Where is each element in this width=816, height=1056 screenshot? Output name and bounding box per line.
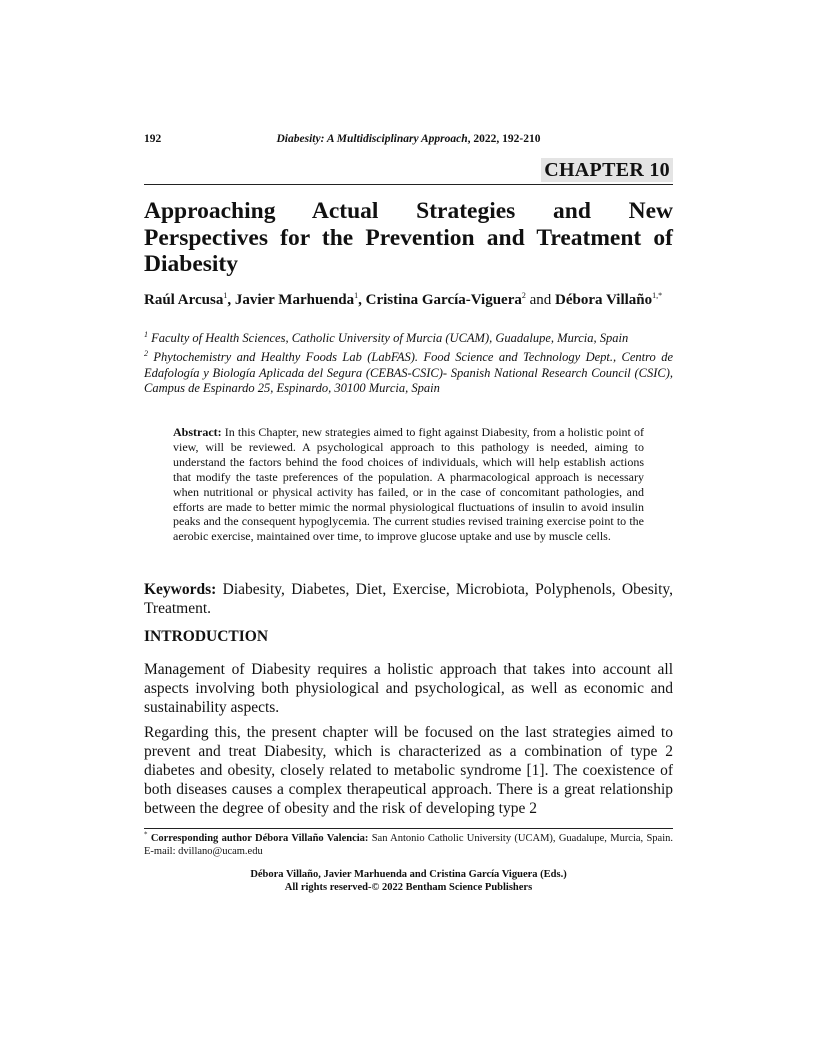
affiliation <box>144 331 673 347</box>
author-affiliation-mark: 1,* <box>652 291 663 300</box>
abstract <box>173 425 644 544</box>
affiliation-text: Phytochemistry and Healthy Foods Lab (LabFAS). Food Science and Technology Dept., Centro de Edafología y Biología Aplicada del Segura (CEBAS-CSIC)- Spanish National Research Council (CSIC), Campus de Espinardo 25, Espinardo, 30100 Murcia, Spain <box>144 350 674 395</box>
keywords <box>144 580 673 618</box>
footnote-mark: * <box>144 830 148 839</box>
journal-citation <box>144 133 673 145</box>
author-affiliation-mark: 1 <box>354 291 359 300</box>
body-paragraph: Management of Diabesity requires a holistic approach that takes into account all aspects involving both physiological and psychological, as well as economic and sustainability aspects. <box>144 661 673 716</box>
keywords-text: Diabesity, Diabetes, Diet, Exercise, Microbiota, Polyphenols, Obesity, Treatment. <box>144 581 673 617</box>
publisher-info <box>144 868 673 894</box>
author-separator: , <box>227 292 235 308</box>
chapter-title: Approaching Actual Strategies and New Perspectives for the Prevention and Treatment of Diabesity <box>144 198 673 277</box>
author-name: Cristina García-Viguera <box>365 292 522 308</box>
chapter-rule <box>144 158 673 185</box>
abstract-text: In this Chapter, new strategies aimed to fight against Diabesity, from a holistic point of view, will be reviewed. A psychological approach to this pathology is needed, aiming to understand the factors behind the food choices of individuals, which will help establish actions that modify the taste preferences of the population. A pharmacological approach is necessary when nutritional or physical activity has failed, or in the case of concomitant pathologies, and efforts are made to better mimic the normal physiological fluctuations of insulin to avoid insulin peaks and the consequent hypoglycemia. The current studies revised training exercise point to the aerobic exercise, maintained over time, to improve glucose uptake and use by muscle cells. <box>173 425 644 544</box>
author-separator: , <box>358 292 366 308</box>
affiliation-mark: 1 <box>144 329 148 339</box>
author-name: Javier Marhuenda <box>234 292 355 308</box>
author-affiliation-mark: 1 <box>223 291 228 300</box>
footnote-text: San Antonio Catholic University (UCAM), Guadalupe, Murcia, Spain. E-mail: dvillano@ucam.edu <box>144 833 674 857</box>
chapter-label: CHAPTER 10 <box>541 158 673 182</box>
author-separator-and: and <box>525 292 556 308</box>
author-name: Débora Villaño <box>555 292 653 308</box>
footnote <box>144 832 673 858</box>
editors-line: Débora Villaño, Javier Marhuenda and Cristina García Viguera (Eds.) <box>250 869 567 880</box>
author-list <box>144 291 673 310</box>
affiliation-mark: 2 <box>144 348 148 358</box>
footnote-divider <box>144 828 673 829</box>
affiliation <box>144 350 673 397</box>
journal-title: Diabesity: A Multidisciplinary Approach <box>276 133 468 145</box>
section-heading: INTRODUCTION <box>144 628 269 645</box>
author-affiliation-mark: 2 <box>521 291 526 300</box>
keywords-label: Keywords: <box>144 581 217 598</box>
journal-details: , 2022, 192-210 <box>467 133 541 145</box>
copyright-line: All rights reserved-© 2022 Bentham Science Publishers <box>284 882 533 893</box>
author-name: Raúl Arcusa <box>144 292 224 308</box>
abstract-label: Abstract: <box>173 425 222 439</box>
affiliation-text: Faculty of Health Sciences, Catholic University of Murcia (UCAM), Guadalupe, Murcia, Spain <box>151 331 629 345</box>
footnote-label: Corresponding author Débora Villaño Valencia: <box>150 833 369 844</box>
page-number: 192 <box>144 133 162 145</box>
body-paragraph: Regarding this, the present chapter will be focused on the last strategies aimed to prevent and treat Diabesity, which is characterized as a combination of type 2 diabetes and obesity, closely related to metabolic syndrome [1]. The coexistence of both diseases causes a complex therapeutical approach. There is a great relationship between the degree of obesity and the risk of developing type 2 <box>144 724 673 817</box>
